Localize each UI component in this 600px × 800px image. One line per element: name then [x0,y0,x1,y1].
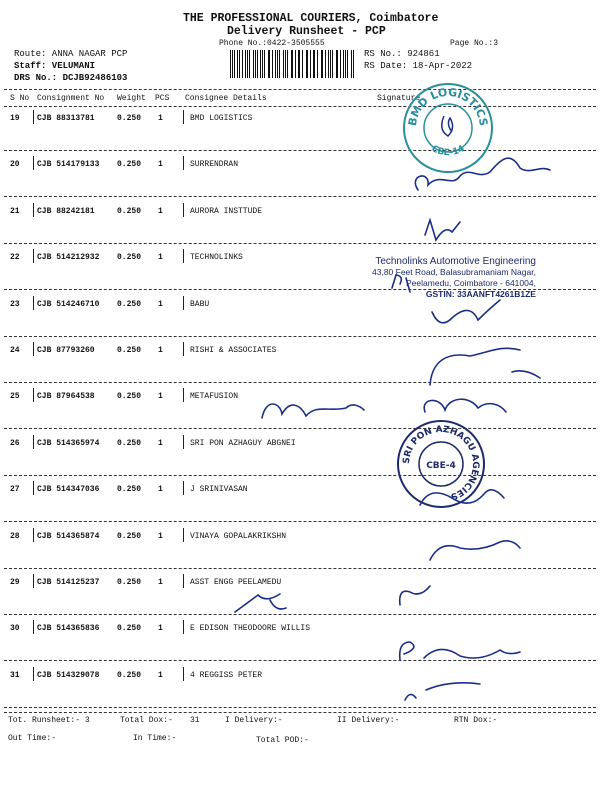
row-pcs: 1 [158,160,163,169]
row-consignment-no: CJB 88242181 [37,207,95,216]
divider [4,712,596,713]
row-pcs: 1 [158,578,163,587]
total-pod: Total POD:- [256,736,309,745]
col-header-consignee: Consignee Details [185,94,267,103]
row-weight: 0.250 [117,485,142,494]
row-pcs: 1 [158,114,163,123]
row-consignee: ASST ENGG PEELAMEDU [190,578,282,587]
row-weight: 0.250 [117,671,142,680]
row-consignment-no: CJB 514347036 [37,485,100,494]
signature-24 [430,348,540,385]
row-pcs: 1 [158,532,163,541]
row-weight: 0.250 [117,160,142,169]
row-sno: 24 [10,346,20,355]
bmd-stamp-subtext: CBE-14 [429,143,467,159]
signature-25 [424,399,506,412]
technolinks-name: Technolinks Automotive Engineering [375,256,536,267]
technolinks-gstin: GSTIN: 33AANFT4261B1ZE [425,289,536,299]
row-consignee: J SRINIVASAN [190,485,248,494]
total-dox-label: Total Dox:- [120,716,173,725]
row-pcs: 1 [158,624,163,633]
row-pcs: 1 [158,346,163,355]
row-consignee: BMD LOGISTICS [190,114,253,123]
row-weight: 0.250 [117,392,142,401]
row-consignee: BABU [190,300,210,309]
row-weight: 0.250 [117,207,142,216]
row-consignment-no: CJB 514329078 [37,671,100,680]
col-header-pcs: PCS [155,94,170,103]
rs-date: RS Date: 18-Apr-2022 [364,61,473,71]
row-weight: 0.250 [117,114,142,123]
row-consignee: E EDISON THEODOORE WILLIS [190,624,311,633]
signature-20 [415,158,550,190]
row-consignee: METAFUSION [190,392,239,401]
bmd-stamp-text: BMD LOGISTICS [405,85,491,127]
rs-number: RS No.: 924861 [364,49,440,59]
row-sno: 23 [10,300,20,309]
row-weight: 0.250 [117,346,142,355]
row-consignment-no: CJB 514179133 [37,160,100,169]
row-consignee: 4 REGGISS PETER [190,671,263,680]
row-sno: 22 [10,253,20,262]
col-header-signature: Signature [377,94,421,103]
total-runsheet: Tot. Runsheet:- 3 [8,716,90,725]
row-pcs: 1 [158,300,163,309]
row-pcs: 1 [158,439,163,448]
in-time: In Time:- [133,734,177,743]
row-pcs: 1 [158,207,163,216]
row-consignment-no: CJB 87964538 [37,392,95,401]
row-weight: 0.250 [117,578,142,587]
row-consignment-no: CJB 514365874 [37,532,100,541]
row-sno: 26 [10,439,20,448]
row-weight: 0.250 [117,253,142,262]
out-time: Out Time:- [8,734,57,743]
row-sno: 21 [10,207,20,216]
signature-31 [405,683,480,700]
row-consignee: SURRENDRAN [190,160,239,169]
agencies-stamp-center: CBE-4 [426,461,456,471]
signature-25-consignee [262,404,364,418]
technolinks-address-1: 43,80 Feet Road, Balasubramaniam Nagar, [372,267,536,277]
row-weight: 0.250 [117,439,142,448]
col-header-sno: S No [10,94,30,103]
row-consignment-no: CJB 514365836 [37,624,100,633]
row-pcs: 1 [158,671,163,680]
row-consignee: AURORA INSTTUDE [190,207,263,216]
signature-28 [430,541,520,560]
row-pcs: 1 [158,485,163,494]
row-consignment-no: CJB 514125237 [37,578,100,587]
row-sno: 20 [10,160,20,169]
rtn-dox: RTN Dox:- [454,716,498,725]
row-sno: 30 [10,624,20,633]
phone-number: Phone No.:0422-3505555 [219,39,325,48]
row-consignment-no: CJB 514365974 [37,439,100,448]
col-header-consignment: Consignment No [37,94,105,103]
row-sno: 29 [10,578,20,587]
technolinks-address-2: Peelamedu, Coimbatore - 641004, [406,278,536,288]
row-sno: 27 [10,485,20,494]
row-consignment-no: CJB 87793260 [37,346,95,355]
row-pcs: 1 [158,392,163,401]
row-consignee: VINAYA GOPALAKRIKSHN [190,532,287,541]
company-title: THE PROFESSIONAL COURIERS, Coimbatore [183,12,439,25]
page-number: Page No.:3 [450,39,499,48]
row-pcs: 1 [158,253,163,262]
row-weight: 0.250 [117,532,142,541]
signature-27 [420,490,504,505]
agencies-stamp-ring-text: SRI PON AZHAGU AGENCIES [401,424,481,502]
row-consignee: RISHI & ASSOCIATES [190,346,277,355]
signature-23 [432,300,500,323]
signature-22 [392,275,410,292]
col-header-weight: Weight [117,94,146,103]
ii-delivery: II Delivery:- [337,716,400,725]
route-label: Route: ANNA NAGAR PCP [14,49,128,59]
row-consignment-no: CJB 514212932 [37,253,100,262]
row-sno: 28 [10,532,20,541]
row-consignment-no: CJB 88313781 [37,114,95,123]
signature-21 [425,220,460,240]
drs-number: DRS No.: DCJB92486103 [14,73,128,83]
signature-30 [400,642,520,660]
row-consignee: TECHNOLINKS [190,253,243,262]
row-sno: 25 [10,392,20,401]
i-delivery: I Delivery:- [225,716,283,725]
row-sno: 19 [10,114,20,123]
signature-29 [235,586,430,612]
runsheet-title: Delivery Runsheet - PCP [227,25,386,38]
row-sno: 31 [10,671,20,680]
staff-label: Staff: VELUMANI [14,61,96,71]
row-weight: 0.250 [117,300,142,309]
row-consignee: SRI PON AZHAGUY ABGNEI [190,439,296,448]
row-consignment-no: CJB 514246710 [37,300,100,309]
total-dox-value: 31 [190,716,200,725]
row-weight: 0.250 [117,624,142,633]
